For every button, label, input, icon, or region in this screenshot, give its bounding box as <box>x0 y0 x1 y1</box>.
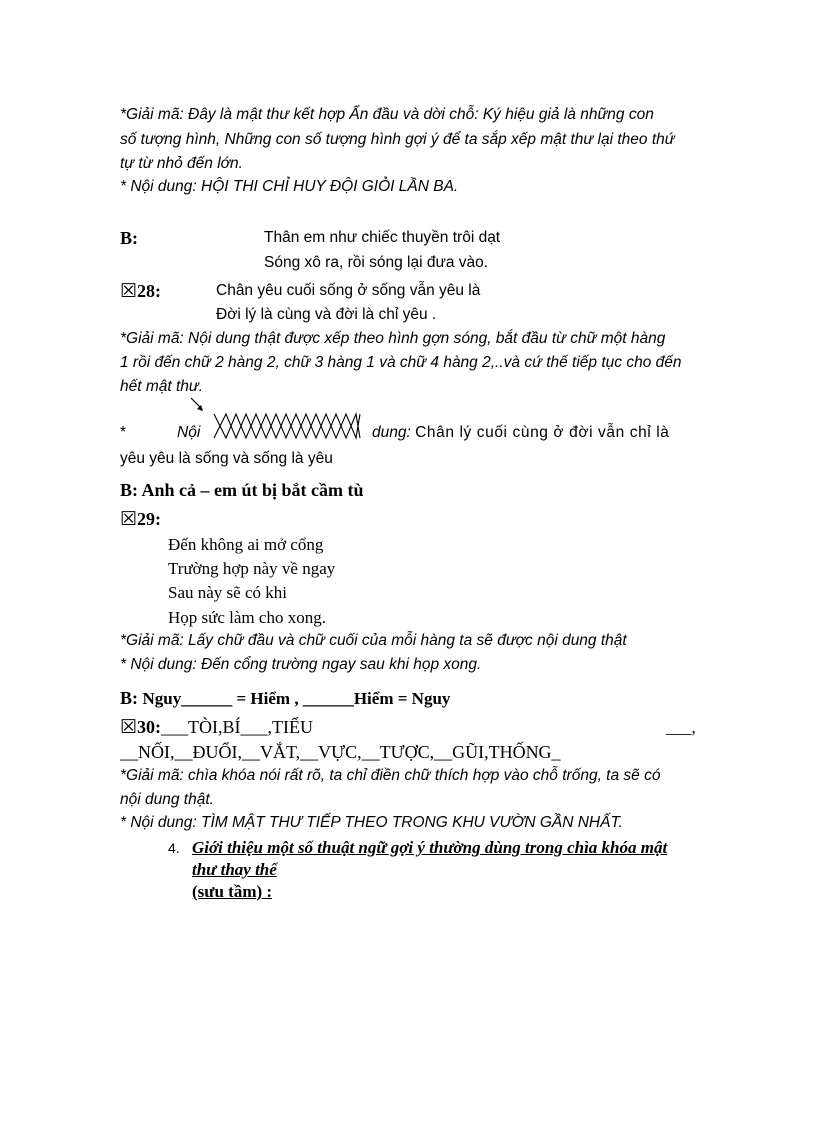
decode-note-line: tự từ nhỏ đến lớn. <box>120 155 243 172</box>
decode-note-line: *Giải mã: Lấy chữ đầu và chữ cuối của mỗi hàng ta sẽ được nội dung thật <box>120 632 627 649</box>
section-text: Anh cả – em út bị bắt cầm tù <box>141 480 364 500</box>
section-b3 <box>120 688 450 709</box>
decode-note-line: nội dung thật. <box>120 791 214 808</box>
decode-note-line: *Giải mã: Nội dung thật được xếp theo hình gợn sóng, bắt đầu từ chữ một hàng <box>120 330 666 347</box>
decode-note-line: *Giải mã: chìa khóa nói rất rõ, ta chỉ điền chữ thích hợp vào chỗ trống, ta sẽ có <box>120 767 661 784</box>
section-b2 <box>120 480 364 501</box>
section-label-b: B: <box>120 688 138 708</box>
section-number: 4. <box>168 840 180 856</box>
item-30-header <box>120 716 313 739</box>
item-28-header <box>120 280 161 303</box>
decode-note-line: 1 rồi đến chữ 2 hàng 2, chữ 3 hàng 1 và chữ 4 hàng 2,..và cứ thế tiếp tục cho đến <box>120 354 682 371</box>
arrow-icon <box>188 396 208 414</box>
item-number: 30: <box>137 717 162 737</box>
envelope-icon: ☒ <box>120 717 138 738</box>
content-label: dung: <box>372 424 411 441</box>
envelope-icon: ☒ <box>120 509 138 530</box>
item-number: 29: <box>137 509 162 529</box>
content-line: yêu yêu là sống và sống là yêu <box>120 450 333 467</box>
heading-line: thư thay thế <box>192 860 277 879</box>
envelope-icon: ☒ <box>120 281 138 302</box>
section-text: Nguy______ = Hiểm , ______Hiểm = Nguy <box>142 689 451 708</box>
cipher-line: Đời lý là cùng và đời là chỉ yêu . <box>216 306 437 323</box>
content-value: Chân lý cuối cùng ở đời vẫn chỉ là <box>415 424 670 441</box>
section-heading <box>192 838 667 902</box>
item-number: 28: <box>137 281 162 301</box>
decode-note-line: số tượng hình, Những con số tượng hình gợi ý để ta sắp xếp mật thư lại theo thứ <box>120 131 675 148</box>
section-label-b: B: <box>120 480 138 500</box>
cipher-line: Trường hợp này về ngay <box>168 559 336 578</box>
cipher-line: Sau này sẽ có khi <box>168 583 287 602</box>
section-label-b: B: <box>120 228 138 248</box>
decode-note-line: hết mật thư. <box>120 378 204 395</box>
cipher-line: Chân yêu cuối sống ở sống vẫn yêu là <box>216 282 481 299</box>
wave-pattern-icon <box>212 410 364 442</box>
verse-line: Sóng xô ra, rồi sóng lại đưa vào. <box>264 254 489 271</box>
cipher-line: Họp sức làm cho xong. <box>168 608 326 627</box>
content-note: * Nội dung: HỘI THI CHỈ HUY ĐỘI GIỎI LẦN BA. <box>120 178 459 195</box>
cipher-line-end: ___, <box>666 718 696 737</box>
cipher-line: __NỐI,__ĐUỔI,__VẮT,__VỰC,__TƯỢC,__GŨI,THỐNG_ <box>120 742 561 762</box>
cipher-line: Đến không ai mở cổng <box>168 535 324 554</box>
content-note: * Nội dung: TÌM MẬT THƯ TIẾP THEO TRONG KHU VƯỜN GẦN NHẤT. <box>120 814 623 831</box>
decode-note-line: *Giải mã: Đây là mật thư kết hợp Ẩn đầu và dời chỗ: Ký hiệu giả là những con <box>120 106 654 123</box>
cipher-line: ___TÒI,BÍ___,TIỂU <box>161 717 314 737</box>
content-prefix: Nội <box>177 424 201 441</box>
item-29-header <box>120 508 161 531</box>
content-note: * Nội dung: Đến cổng trường ngay sau khi họp xong. <box>120 656 482 673</box>
heading-line: Giới thiệu một số thuật ngữ gợi ý thường dùng trong chìa khóa mật <box>192 838 668 857</box>
content-star: * <box>120 424 127 441</box>
content-text <box>372 424 670 442</box>
heading-line: (sưu tầm) : <box>192 882 273 901</box>
verse-line: Thân em như chiếc thuyền trôi dạt <box>264 229 501 246</box>
